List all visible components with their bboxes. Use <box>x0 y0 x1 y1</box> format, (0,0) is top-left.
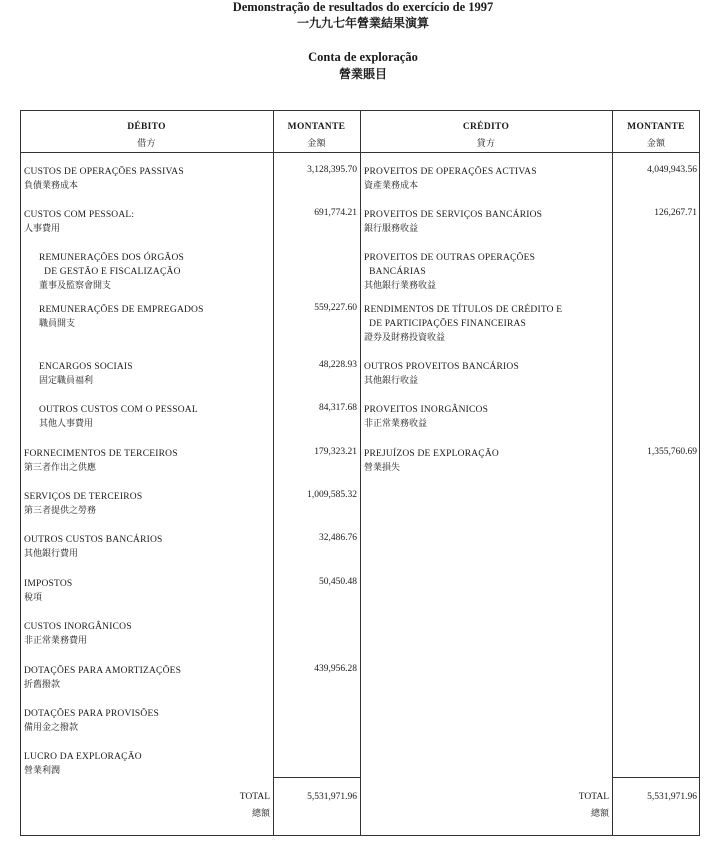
credit-row-label-chinese: 非正常業務收益 <box>364 419 428 429</box>
header-credit-amount <box>612 122 700 149</box>
credit-row-label-chinese: 營業損失 <box>364 463 401 473</box>
debit-row <box>24 577 272 605</box>
header-debit-label: DÉBITO <box>127 122 166 132</box>
credit-row-label: PROVEITOS DE OUTRAS OPERAÇÕES BANCÁRIAS <box>364 253 536 277</box>
debit-row-amount: 1,009,585.32 <box>307 490 357 500</box>
debit-row-label: DOTAÇÕES PARA AMORTIZAÇÕES <box>24 666 182 676</box>
debit-row <box>39 360 272 388</box>
credit-row <box>364 447 610 475</box>
credit-row-label-chinese: 其他銀行收益 <box>364 376 419 386</box>
debit-row-amount: 179,323.21 <box>314 447 357 457</box>
debit-row-label: DOTAÇÕES PARA PROVISÕES <box>24 709 159 719</box>
debit-row-label: CUSTOS INORGÂNICOS <box>24 622 132 632</box>
header-debit-amount-label-chinese: 金額 <box>307 139 326 149</box>
total-credit-label-text: TOTAL <box>578 792 609 802</box>
header-credit <box>360 122 612 149</box>
header-credit-label: CRÉDITO <box>462 122 510 132</box>
header-credit-label-chinese: 貸方 <box>476 139 496 149</box>
credit-row-label: OUTROS PROVEITOS BANCÁRIOS <box>364 362 519 372</box>
column-divider <box>612 110 613 836</box>
section-title: Conta de exploração <box>308 50 418 64</box>
credit-row-label: PROVEITOS DE SERVIÇOS BANCÁRIOS <box>364 210 543 220</box>
debit-row-label: LUCRO DA EXPLORAÇÃO <box>24 752 142 762</box>
debit-row-label-chinese: 營業利潤 <box>24 766 61 776</box>
credit-row <box>364 403 610 431</box>
debit-row <box>24 208 272 236</box>
credit-row-label: PREJUÍZOS DE EXPLORAÇÃO <box>364 449 499 459</box>
header-debit <box>20 122 273 149</box>
debit-row <box>24 664 272 692</box>
total-credit-amount: 5,531,971.96 <box>647 792 697 802</box>
debit-row-label: REMUNERAÇÕES DE EMPREGADOS <box>39 305 204 315</box>
header-debit-amount-label: MONTANTE <box>287 122 346 132</box>
debit-row-label-chinese: 固定職員福利 <box>39 376 94 386</box>
debit-row-amount: 3,128,395.70 <box>307 165 357 175</box>
debit-row-label-chinese: 其他銀行費用 <box>24 549 79 559</box>
debit-row <box>24 165 272 193</box>
document-title-chinese: 一九九七年營業結果演算 <box>296 16 429 30</box>
header-divider <box>20 152 700 153</box>
debit-row-label: OUTROS CUSTOS BANCÁRIOS <box>24 535 163 545</box>
credit-row <box>364 360 610 388</box>
debit-row <box>39 403 272 431</box>
debit-row <box>39 303 272 331</box>
debit-row <box>24 533 272 561</box>
debit-row-label-chinese: 備用金之撥款 <box>24 723 79 733</box>
document-title: Demonstração de resultados do exercício de 1997 <box>232 0 494 14</box>
total-debit-label-chinese: 總額 <box>251 809 270 819</box>
credit-row-label-chinese: 資產業務成本 <box>364 181 419 191</box>
header-debit-amount <box>273 122 360 149</box>
debit-row <box>24 447 272 475</box>
debit-row-label-chinese: 職員開支 <box>39 319 76 329</box>
credit-row <box>364 251 610 293</box>
column-divider <box>273 110 274 836</box>
total-rule-credit <box>612 777 700 778</box>
total-credit-label <box>520 792 609 819</box>
total-debit-label <box>180 792 270 819</box>
debit-row-label: REMUNERAÇÕES DOS ÓRGÃOS DE GESTÃO E FISCALIZAÇÃO <box>39 253 185 277</box>
debit-row-label-chinese: 其他人事費用 <box>39 419 94 429</box>
credit-row-label-chinese: 其他銀行業務收益 <box>364 281 437 291</box>
debit-row <box>24 620 272 648</box>
debit-row-label-chinese: 人事費用 <box>24 224 61 234</box>
debit-row-label: CUSTOS DE OPERAÇÕES PASSIVAS <box>24 167 184 177</box>
debit-row-amount: 32,486.76 <box>319 533 357 543</box>
total-debit-amount: 5,531,971.96 <box>307 792 357 802</box>
credit-row-amount: 1,355,760.69 <box>647 447 697 457</box>
debit-row-label: IMPOSTOS <box>24 579 73 589</box>
debit-row-label-chinese: 負債業務成本 <box>24 181 79 191</box>
credit-row <box>364 303 610 345</box>
debit-row-label-chinese: 折舊撥款 <box>24 680 61 690</box>
credit-row-amount: 126,267.71 <box>654 208 697 218</box>
section-title-chinese: 營業賬目 <box>338 67 387 81</box>
debit-row-amount: 50,450.48 <box>319 577 357 587</box>
debit-row <box>39 251 272 293</box>
debit-row-label: OUTROS CUSTOS COM O PESSOAL <box>39 405 198 415</box>
total-credit-label-chinese: 總額 <box>590 809 609 819</box>
credit-row-label-chinese: 證券及財務投資收益 <box>364 333 446 343</box>
debit-row-label-chinese: 第三者作出之供應 <box>24 463 97 473</box>
credit-row-label-chinese: 銀行服務收益 <box>364 224 419 234</box>
debit-row-label-chinese: 非正常業務費用 <box>24 636 88 646</box>
total-debit-label-text: TOTAL <box>239 792 270 802</box>
debit-row-amount: 48,228.93 <box>319 360 357 370</box>
debit-row-amount: 439,956.28 <box>314 664 357 674</box>
header-credit-amount-label: MONTANTE <box>627 122 685 132</box>
column-divider <box>360 110 361 836</box>
credit-row-label: RENDIMENTOS DE TÍTULOS DE CRÉDITO E DE PARTICIPAÇÕES FINANCEIRAS <box>364 305 563 329</box>
credit-row-label: PROVEITOS DE OPERAÇÕES ACTIVAS <box>364 167 537 177</box>
debit-row-amount: 84,317.68 <box>319 403 357 413</box>
debit-row <box>24 490 272 518</box>
debit-row-label: SERVIÇOS DE TERCEIROS <box>24 492 143 502</box>
total-rule-debit <box>273 777 360 778</box>
debit-row-label-chinese: 第三者提供之勞務 <box>24 506 97 516</box>
debit-row-label: CUSTOS COM PESSOAL: <box>24 210 135 220</box>
debit-row <box>24 750 272 778</box>
credit-row <box>364 208 610 236</box>
credit-row-label: PROVEITOS INORGÂNICOS <box>364 405 489 415</box>
debit-row-label: FORNECIMENTOS DE TERCEIROS <box>24 449 178 459</box>
debit-row-amount: 691,774.21 <box>314 208 357 218</box>
debit-row-label: ENCARGOS SOCIAIS <box>39 362 133 372</box>
debit-row-label-chinese: 稅項 <box>24 593 43 603</box>
credit-row-amount: 4,049,943.56 <box>647 165 697 175</box>
credit-row <box>364 165 610 193</box>
debit-row <box>24 707 272 735</box>
debit-row-label-chinese: 董事及監察會開支 <box>39 281 112 291</box>
header-debit-label-chinese: 借方 <box>137 139 156 149</box>
debit-row-amount: 559,227.60 <box>314 303 357 313</box>
header-credit-amount-label-chinese: 金額 <box>646 139 666 149</box>
